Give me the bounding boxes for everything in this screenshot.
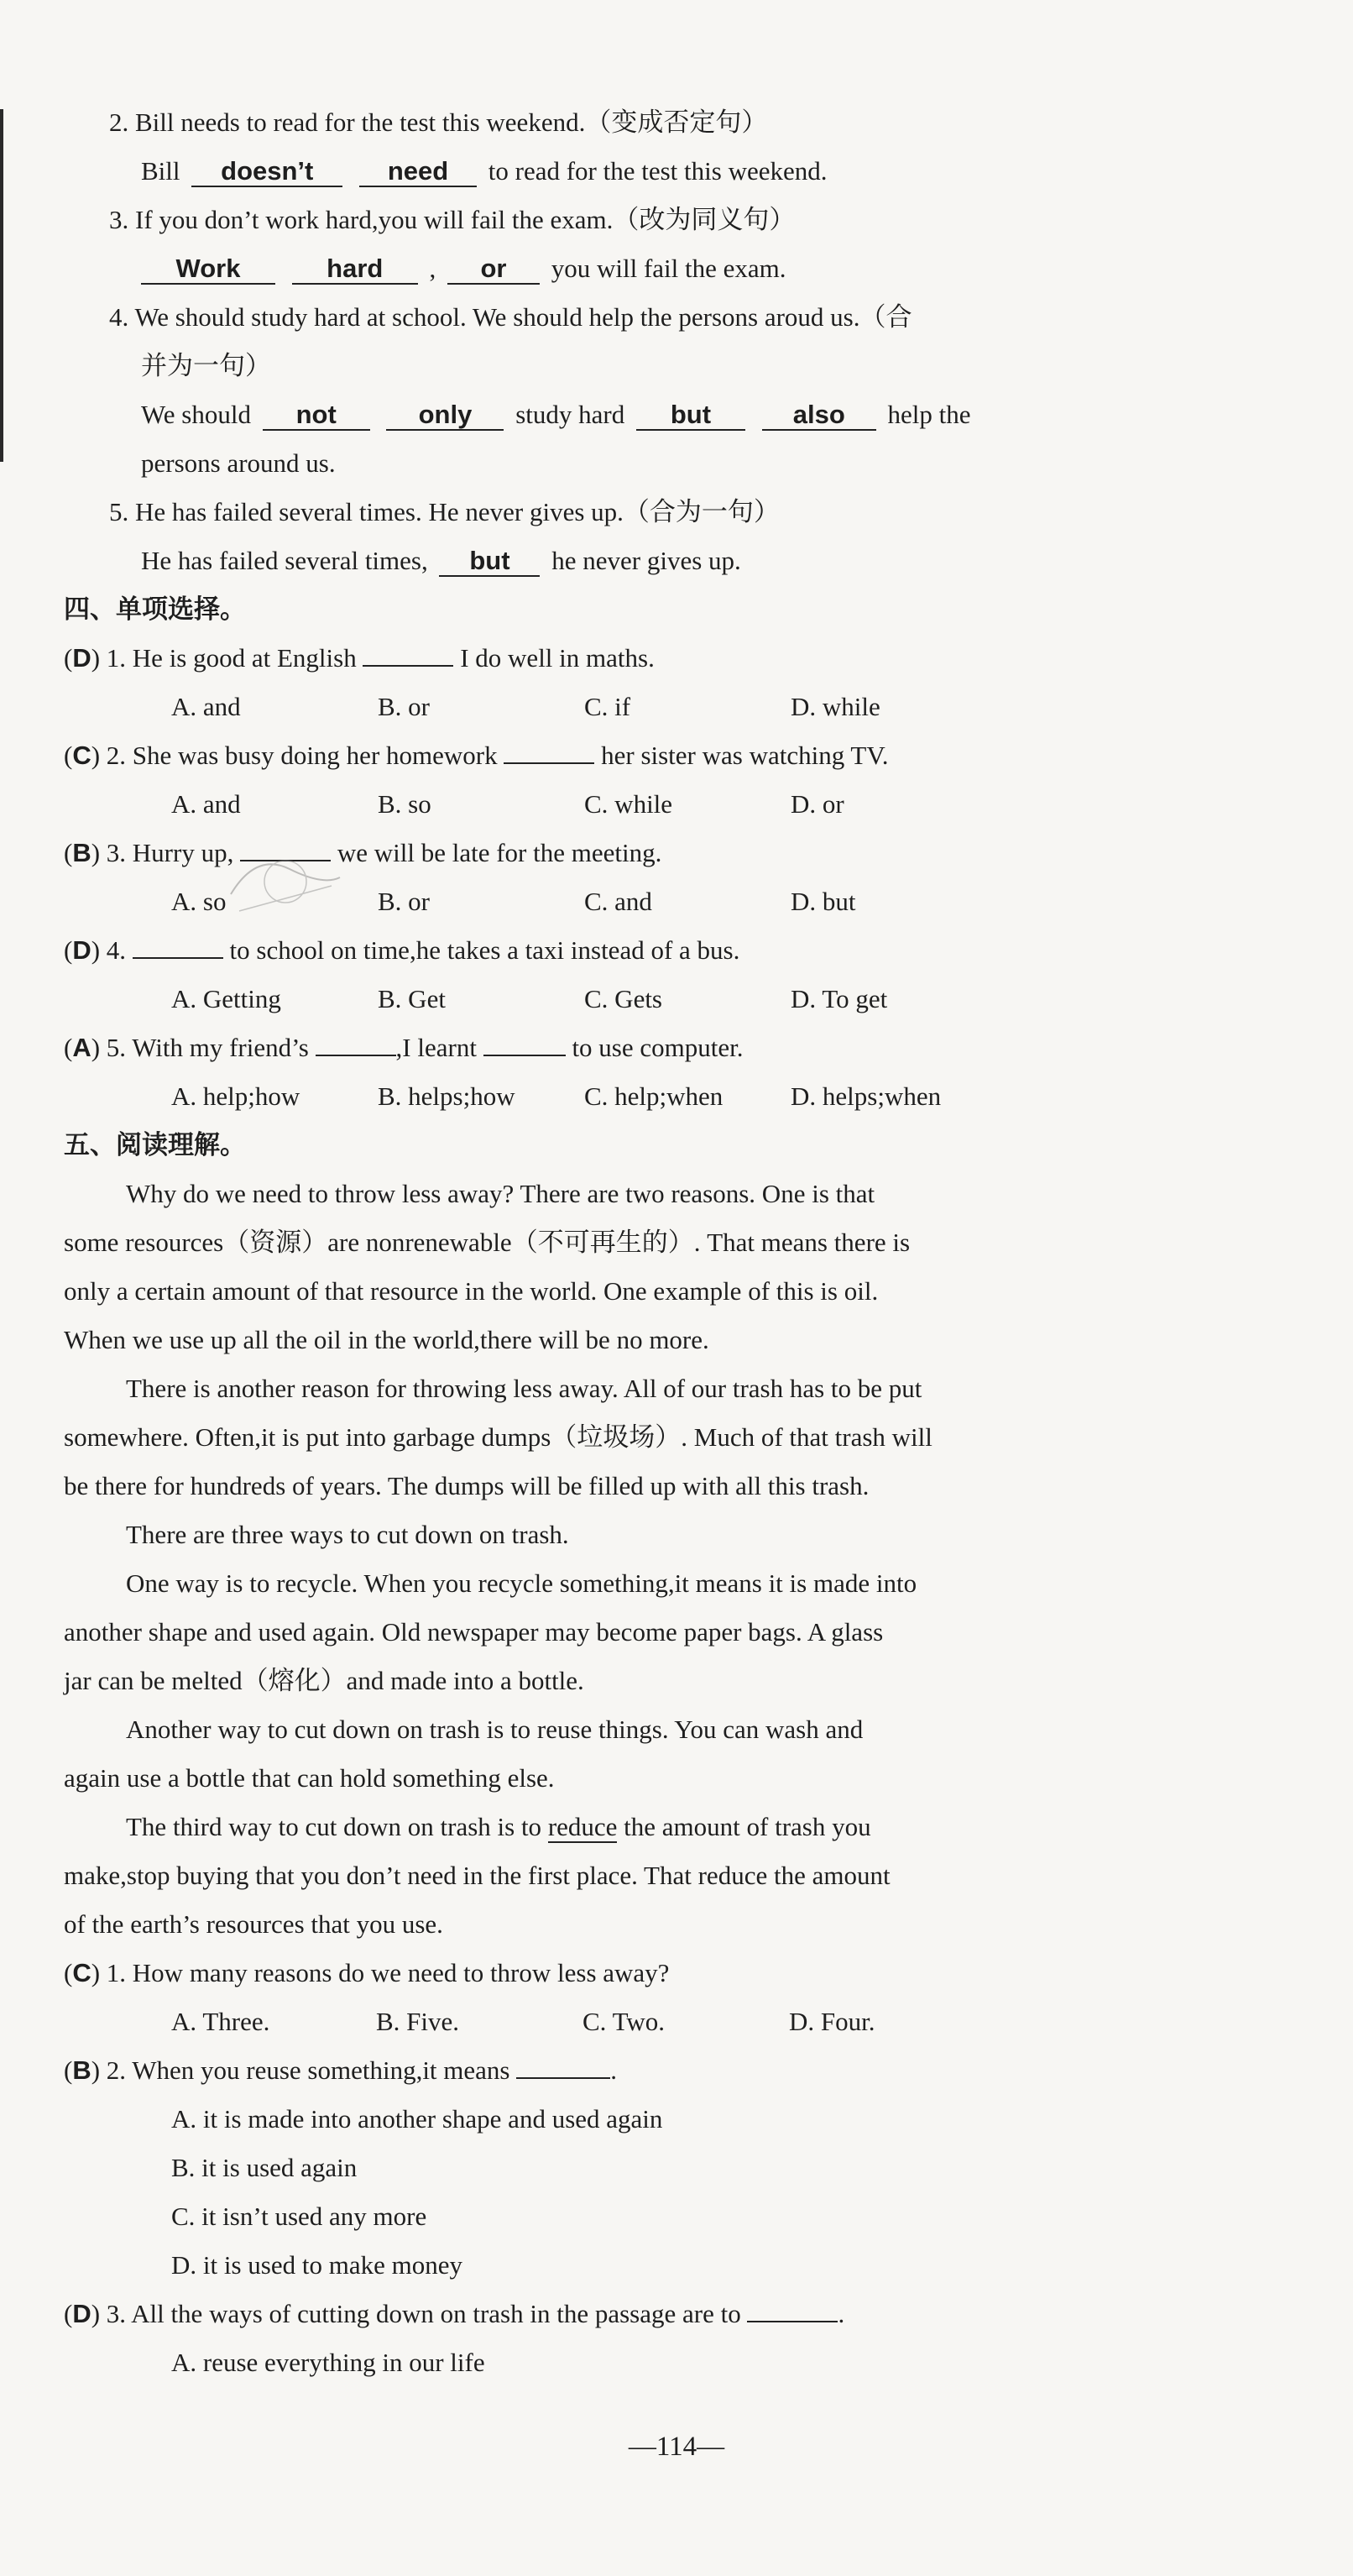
s4-q4-opt-a: A. Getting: [171, 984, 281, 1013]
s5-q2-answer: B: [72, 2055, 91, 2085]
s4-q5-after: to use computer.: [572, 1033, 744, 1062]
s3-q3-blank-2: hard: [292, 254, 418, 285]
s4-q3-opt-b: B. or: [378, 887, 430, 916]
s4-q5-answer: A: [72, 1033, 91, 1062]
s5-q3: (D) 3. All the ways of cutting down on trash in the passage are to .: [64, 2299, 845, 2328]
s4-q2: (C) 2. She was busy doing her homework her sister was watching TV.: [64, 741, 889, 770]
s5-q2-text: 2. When you reuse something,it means: [106, 2055, 510, 2085]
passage-line-14-post: the amount of trash you: [624, 1812, 871, 1841]
s4-q3-after: we will be late for the meeting.: [337, 838, 662, 867]
s3-q4-pre: We should: [141, 400, 251, 429]
s4-q4: (D) 4. to school on time,he takes a taxi instead of a bus.: [64, 935, 740, 965]
passage-line-4: When we use up all the oil in the world,there will be no more.: [64, 1325, 709, 1354]
s5-q1-opt-c: C. Two.: [582, 2007, 666, 2036]
s4-q5-blank-1: [316, 1031, 396, 1056]
s5-q3-answer: D: [72, 2299, 91, 2328]
s5-q2-after: .: [610, 2055, 617, 2085]
s3-q4-line-2: persons around us.: [141, 448, 336, 478]
s3-q4-prompt: 4. We should study hard at school. We should help the persons aroud us.（合: [109, 302, 912, 332]
s4-q2-blank: [504, 739, 594, 764]
s4-q2-after: her sister was watching TV.: [601, 741, 889, 770]
s4-q1-after: I do well in maths.: [460, 643, 655, 673]
s3-q4-answer-line: [141, 398, 970, 432]
passage-line-3: only a certain amount of that resource in the world. One example of this is oil.: [64, 1276, 879, 1306]
passage-line-1: Why do we need to throw less away? There are two reasons. One is that: [126, 1179, 875, 1208]
s4-q4-opt-b: B. Get: [378, 984, 446, 1013]
s4-q5-blank-2: [483, 1031, 566, 1056]
s4-q1-text: 1. He is good at English: [106, 643, 357, 673]
s4-q5-text: 5. With my friend’s: [106, 1033, 309, 1062]
s3-q2-post: to read for the test this weekend.: [488, 156, 828, 186]
s3-q3-post: you will fail the exam.: [551, 254, 786, 283]
s4-q5-opt-d: D. helps;when: [791, 1081, 942, 1111]
s3-q4-blank-2: only: [386, 401, 504, 431]
s5-q1-opt-b: B. Five.: [376, 2007, 460, 2036]
s4-q5: (A) 5. With my friend’s ,I learnt to use computer.: [64, 1033, 744, 1062]
s3-q2-answer-line: [141, 154, 828, 188]
s5-q2-opt-b: B. it is used again: [171, 2153, 358, 2182]
s3-q5-pre: He has failed several times,: [141, 546, 428, 575]
s3-q4-blank-4: also: [762, 401, 876, 431]
s3-q2-blank-1: doesn’t: [191, 157, 342, 187]
s4-q3-opt-d: D. but: [791, 887, 856, 916]
stamp-mark-icon: [222, 835, 348, 928]
passage-line-15: make,stop buying that you don’t need in the first place. That reduce the amount: [64, 1861, 891, 1890]
s4-q4-answer: D: [72, 935, 91, 965]
s3-q4-post: help the: [887, 400, 971, 429]
s3-q5-blank-1: but: [439, 547, 540, 577]
s4-q1-opt-c: C. if: [584, 692, 631, 721]
passage-line-5: There is another reason for throwing less away. All of our trash has to be put: [126, 1374, 922, 1403]
passage-line-6: somewhere. Often,it is put into garbage dumps（垃圾场）. Much of that trash will: [64, 1422, 932, 1452]
passage-line-7: be there for hundreds of years. The dumps will be filled up with all this trash.: [64, 1471, 870, 1500]
s3-q4-mid: study hard: [515, 400, 625, 429]
passage-line-8: There are three ways to cut down on trash.: [126, 1520, 569, 1549]
binding-rule: [0, 109, 3, 462]
s5-q2-opt-d: D. it is used to make money: [171, 2250, 462, 2280]
s5-q2: (B) 2. When you reuse something,it means .: [64, 2055, 617, 2085]
passage-line-2: some resources（资源）are nonrenewable（不可再生的）. That means there is: [64, 1228, 911, 1257]
s3-q4-prompt-2: 并为一句）: [141, 351, 271, 380]
s5-q2-blank: [516, 2054, 610, 2079]
s3-q2-pre: Bill: [141, 156, 180, 186]
s4-q2-opt-b: B. so: [378, 789, 431, 819]
passage-line-14-pre: The third way to cut down on trash is to: [126, 1812, 542, 1841]
s3-q3-comma: ,: [429, 254, 436, 283]
s4-q4-blank: [133, 934, 223, 959]
s4-q2-text: 2. She was busy doing her homework: [106, 741, 498, 770]
s4-q3-opt-a: A. so: [171, 887, 227, 916]
passage-line-13: again use a bottle that can hold something else.: [64, 1763, 555, 1793]
s3-q3-prompt: 3. If you don’t work hard,you will fail the exam.（改为同义句）: [109, 205, 796, 234]
s3-q3-blank-3: or: [447, 254, 540, 285]
passage-line-9: One way is to recycle. When you recycle something,it means it is made into: [126, 1568, 917, 1598]
s3-q5-answer-line: [141, 544, 741, 578]
s3-q3-answer-line: [141, 252, 786, 285]
s4-q1-opt-d: D. while: [791, 692, 880, 721]
s4-q5-opt-a: A. help;how: [171, 1081, 300, 1111]
s5-q3-after: .: [838, 2299, 845, 2328]
s4-q3-text: 3. Hurry up,: [106, 838, 234, 867]
s5-q3-text: 3. All the ways of cutting down on trash in the passage are to: [106, 2299, 741, 2328]
s4-q5-opt-c: C. help;when: [584, 1081, 724, 1111]
s4-q4-after: to school on time,he takes a taxi instead of a bus.: [229, 935, 740, 965]
s4-q1-blank: [363, 641, 453, 667]
section5-heading: 五、阅读理解。: [64, 1130, 246, 1160]
passage-line-10: another shape and used again. Old newspaper may become paper bags. A glass: [64, 1617, 884, 1647]
s4-q1-answer: D: [72, 643, 91, 673]
section4-heading: 四、单项选择。: [64, 594, 246, 625]
s3-q3-blank-1: Work: [141, 254, 275, 285]
s3-q2-blank-2: need: [359, 157, 477, 187]
s5-q1-text: 1. How many reasons do we need to throw less away?: [106, 1958, 670, 1987]
s3-q4-blank-1: not: [263, 401, 370, 431]
s4-q1-opt-a: A. and: [171, 692, 241, 721]
s4-q3-opt-c: C. and: [584, 887, 652, 916]
s4-q2-answer: C: [72, 741, 91, 770]
passage-line-16: of the earth’s resources that you use.: [64, 1909, 443, 1939]
s3-q2-prompt: 2. Bill needs to read for the test this weekend.（变成否定句）: [109, 107, 768, 137]
passage-line-12: Another way to cut down on trash is to reuse things. You can wash and: [126, 1715, 864, 1744]
s5-q1-opt-d: D. Four.: [789, 2007, 875, 2036]
s5-q1: (C) 1. How many reasons do we need to throw less away?: [64, 1958, 670, 1987]
s3-q5-prompt: 5. He has failed several times. He never gives up.（合为一句）: [109, 497, 780, 526]
page-number: —114—: [628, 2432, 725, 2462]
s4-q2-opt-a: A. and: [171, 789, 241, 819]
s4-q5-mid: ,I learnt: [395, 1033, 477, 1062]
s4-q4-opt-c: C. Gets: [584, 984, 662, 1013]
s5-q3-blank: [747, 2297, 838, 2322]
s5-q3-opt-a: A. reuse everything in our life: [171, 2348, 485, 2377]
s4-q4-text: 4.: [106, 935, 127, 965]
s3-q5-post: he never gives up.: [551, 546, 741, 575]
s4-q2-opt-c: C. while: [584, 789, 673, 819]
s4-q3-answer: B: [72, 838, 91, 867]
s4-q1-opt-b: B. or: [378, 692, 430, 721]
passage-reduce-word: reduce: [547, 1812, 618, 1841]
s4-q2-opt-d: D. or: [791, 789, 844, 819]
s4-q4-opt-d: D. To get: [791, 984, 888, 1013]
s5-q1-opt-a: A. Three.: [171, 2007, 270, 2036]
s4-q3: (B) 3. Hurry up, we will be late for the meeting.: [64, 838, 662, 867]
passage-line-14: [126, 1810, 871, 1844]
s5-q2-opt-a: A. it is made into another shape and used again: [171, 2104, 663, 2134]
s4-q1: (D) 1. He is good at English I do well in maths.: [64, 643, 655, 673]
s3-q4-blank-3: but: [636, 401, 745, 431]
s5-q2-opt-c: C. it isn’t used any more: [171, 2202, 427, 2231]
s5-q1-answer: C: [72, 1958, 91, 1987]
passage-line-11: jar can be melted（熔化）and made into a bottle.: [64, 1666, 584, 1695]
s4-q5-opt-b: B. helps;how: [378, 1081, 515, 1111]
